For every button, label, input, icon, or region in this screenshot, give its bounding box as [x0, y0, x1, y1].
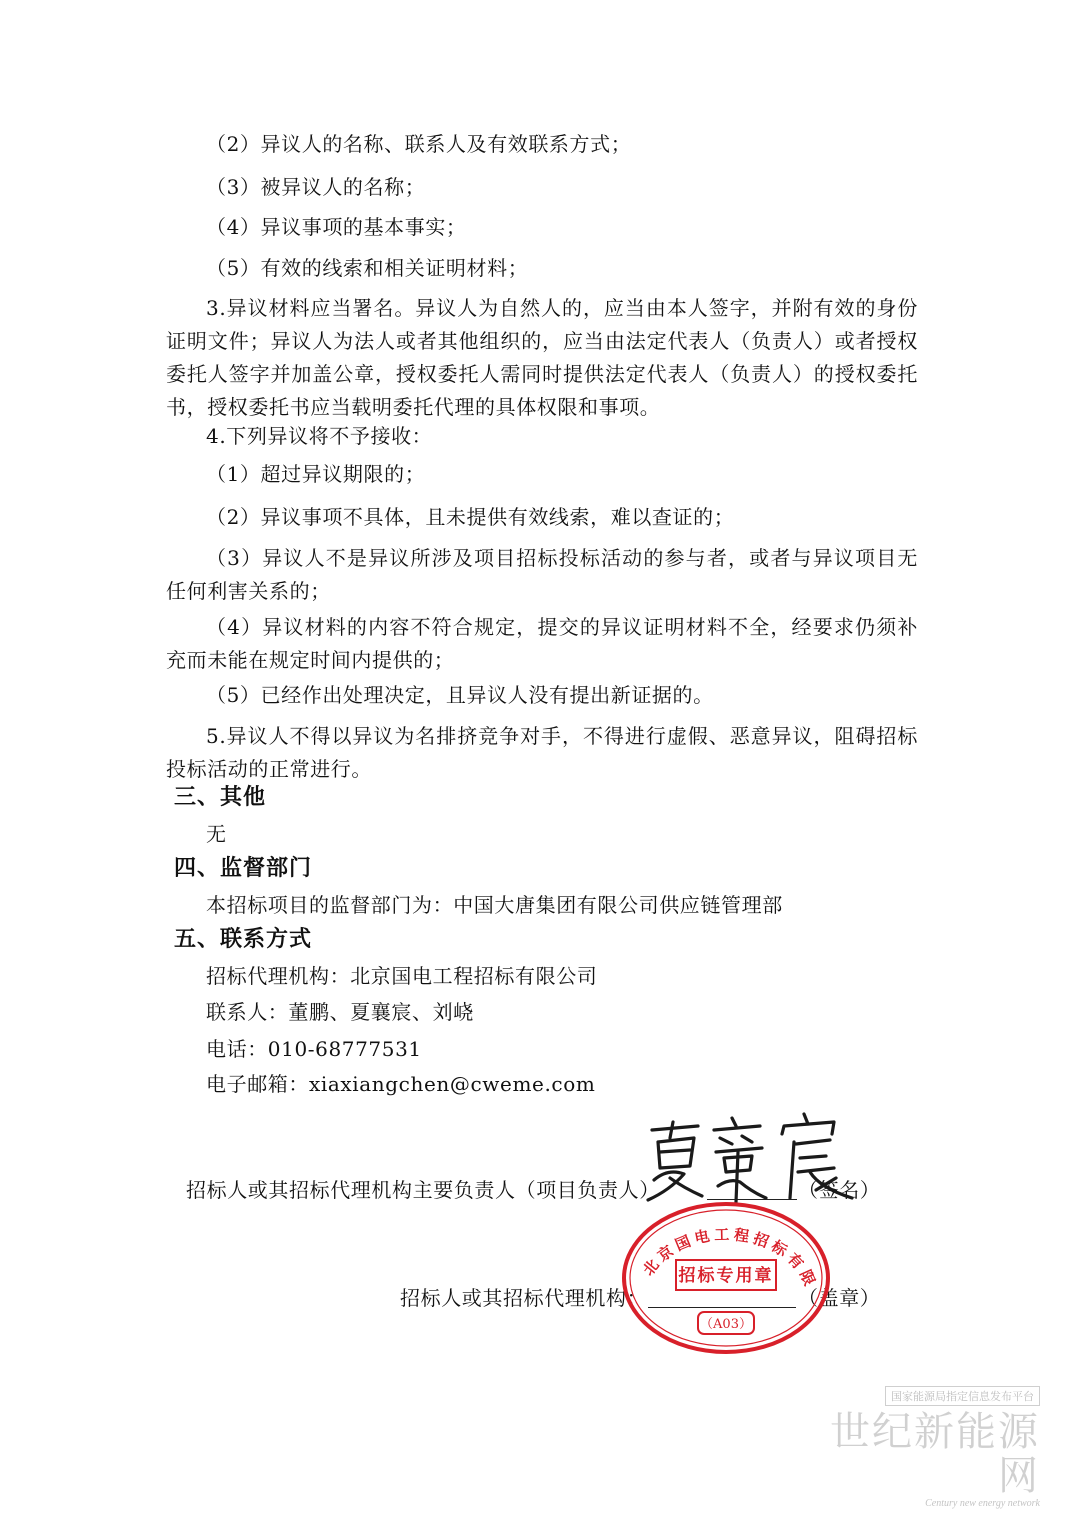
stamp-label: 招标人或其招标代理机构：: [400, 1286, 648, 1310]
signature-suffix: （签名）: [798, 1178, 881, 1202]
watermark-logo-text: 世纪新能源网: [830, 1409, 1040, 1499]
section-5-heading: 五、联系方式: [174, 927, 313, 952]
watermark-top: 国家能源局指定信息发布平台: [885, 1386, 1040, 1406]
handwritten-signature: [640, 1108, 860, 1208]
paragraph-5: 5.异议人不得以异议为名排挤竞争对手，不得进行虚假、恶意异议，阻碍招标投标活动的正常进行。: [166, 724, 918, 781]
list-item: （2）异议事项不具体，且未提供有效线索，难以查证的；: [206, 505, 735, 529]
watermark-subtitle: Century new energy network: [925, 1498, 1040, 1509]
agency-line: 招标代理机构：北京国电工程招标有限公司: [206, 964, 598, 988]
list-item: （1）超过异议期限的；: [206, 462, 426, 486]
signature-label: 招标人或其招标代理机构主要负责人（项目负责人）: [186, 1178, 660, 1202]
section-4-body: 本招标项目的监督部门为：中国大唐集团有限公司供应链管理部: [206, 893, 783, 917]
list-item: （2）异议人的名称、联系人及有效联系方式；: [206, 132, 632, 156]
svg-text:北京国电工程招标有限公司: 北京国电工程招标有限: [639, 1225, 821, 1292]
section-3-body: 无: [206, 822, 227, 846]
list-item: （5）已经作出处理决定，且异议人没有提出新证据的。: [206, 683, 714, 707]
watermark: [830, 1385, 1040, 1509]
section-3-heading: 三、其他: [174, 785, 267, 810]
official-seal: [618, 1196, 834, 1356]
list-item: （3）被异议人的名称；: [206, 175, 426, 199]
list-item: （4）异议事项的基本事实；: [206, 215, 467, 239]
stamp-suffix: （盖章）: [798, 1286, 881, 1310]
section-4-heading: 四、监督部门: [174, 856, 313, 881]
list-item: （4）异议材料的内容不符合规定，提交的异议证明材料不全，经要求仍须补充而未能在规定时间内提供的；: [166, 615, 918, 672]
contact-line: 联系人：董鹏、夏襄宸、刘峣: [206, 1000, 474, 1024]
phone-line: 电话：010-68777531: [206, 1037, 422, 1061]
list-item: （3）异议人不是异议所涉及项目招标投标活动的参与者，或者与异议项目无任何利害关系的；: [166, 546, 918, 603]
list-item: （5）有效的线索和相关证明材料；: [206, 256, 529, 280]
svg-text:（A03）: （A03）: [700, 1317, 752, 1332]
svg-text:招标专用章: 招标专用章: [678, 1266, 774, 1286]
email-line: 电子邮箱：xiaxiangchen@cweme.com: [206, 1072, 596, 1096]
paragraph-3: 3.异议材料应当署名。异议人为自然人的，应当由本人签字，并附有效的身份证明文件；异议人为法人或者其他组织的，应当由法定代表人（负责人）或者授权委托人签字并加盖公章，授权委托人需同时提供法定代表人（负责人）的授权委托书，授权委托书应当载明委托代理的具体权限和事项。: [166, 296, 918, 419]
paragraph-4-title: 4.下列异议将不予接收：: [206, 424, 433, 448]
